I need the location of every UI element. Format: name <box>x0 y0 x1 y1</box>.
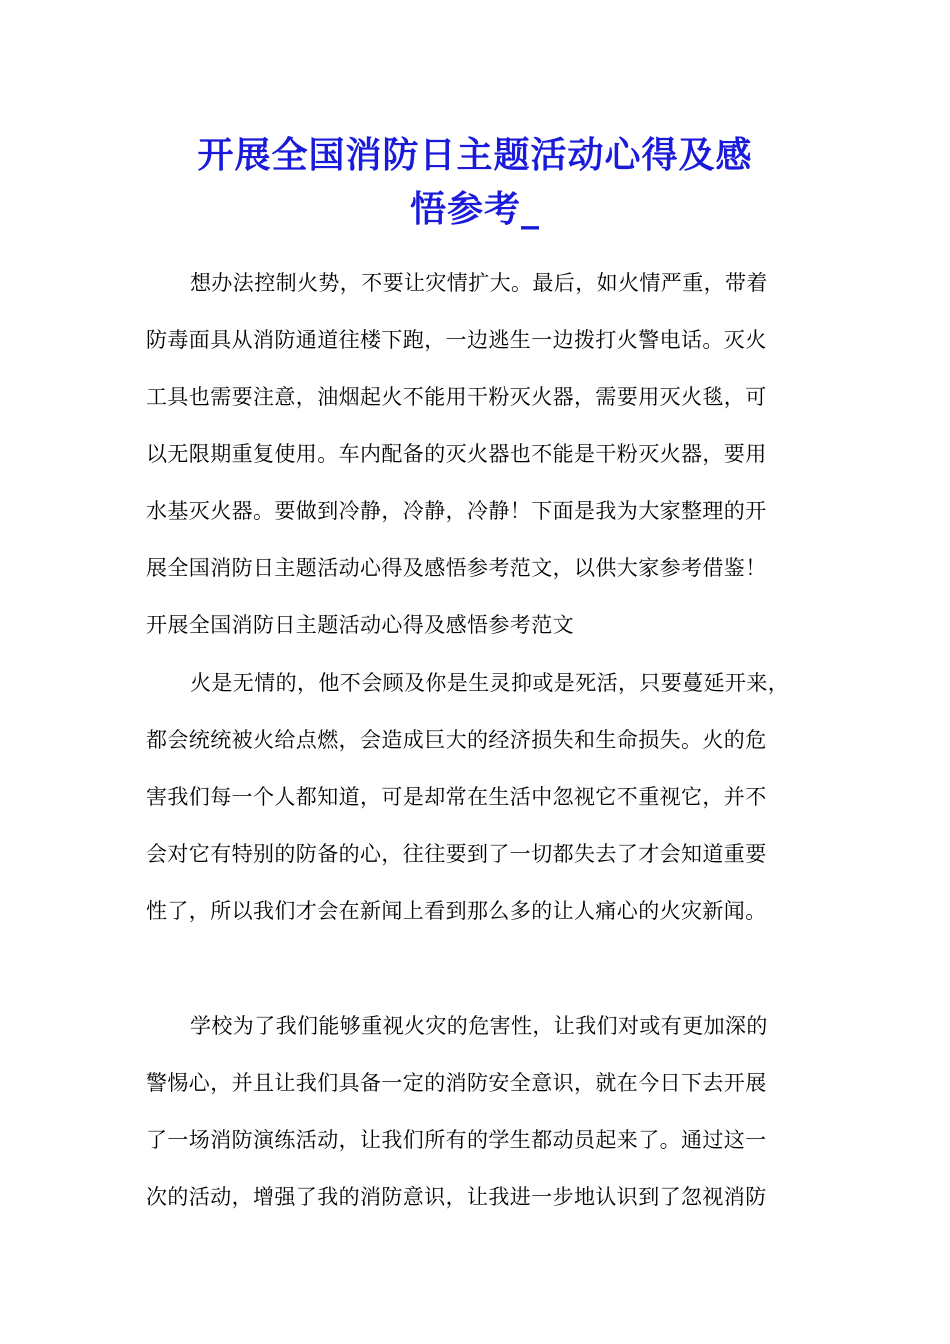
paragraph-line: 展全国消防日主题活动心得及感悟参考范文，以供大家参考借鉴！ <box>146 556 767 580</box>
paragraph-line: 水基灭火器。要做到冷静，冷静，冷静！下面是我为大家整理的开 <box>146 499 767 523</box>
paragraph-line: 了一场消防演练活动，让我们所有的学生都动员起来了。通过这一 <box>146 1128 767 1152</box>
paragraph-line: 火是无情的，他不会顾及你是生灵抑或是死活，只要蔓延开来， <box>190 671 790 695</box>
paragraph-line: 害我们每一个人都知道，可是却常在生活中忽视它不重视它，并不 <box>146 785 767 809</box>
title-line-1: 开展全国消防日主题活动心得及感 <box>197 134 753 176</box>
paragraph-line: 学校为了我们能够重视火灾的危害性，让我们对或有更加深的 <box>190 1014 768 1038</box>
section-heading: 开展全国消防日主题活动心得及感悟参考范文 <box>146 613 574 637</box>
title-line-2: 悟参考_ <box>409 188 540 230</box>
paragraph-line: 防毒面具从消防通道往楼下跑，一边逃生一边拨打火警电话。灭火 <box>146 328 767 352</box>
paragraph-line: 会对它有特别的防备的心，往往要到了一切都失去了才会知道重要 <box>146 842 767 866</box>
document-title <box>120 128 830 236</box>
paragraph-line: 工具也需要注意，油烟起火不能用干粉灭火器，需要用灭火毯，可 <box>146 385 767 409</box>
paragraph-line: 以无限期重复使用。车内配备的灭火器也不能是干粉灭火器，要用 <box>146 442 767 466</box>
paragraph-line: 性了，所以我们才会在新闻上看到那么多的让人痛心的火灾新闻。 <box>146 899 767 923</box>
paragraph-line: 都会统统被火给点燃，会造成巨大的经济损失和生命损失。火的危 <box>146 728 767 752</box>
paragraph-line: 警惕心，并且让我们具备一定的消防安全意识，就在今日下去开展 <box>146 1071 767 1095</box>
paragraph-line: 想办法控制火势，不要让灾情扩大。最后，如火情严重，带着 <box>190 271 768 295</box>
paragraph-line: 次的活动，增强了我的消防意识，让我进一步地认识到了忽视消防 <box>146 1185 767 1209</box>
